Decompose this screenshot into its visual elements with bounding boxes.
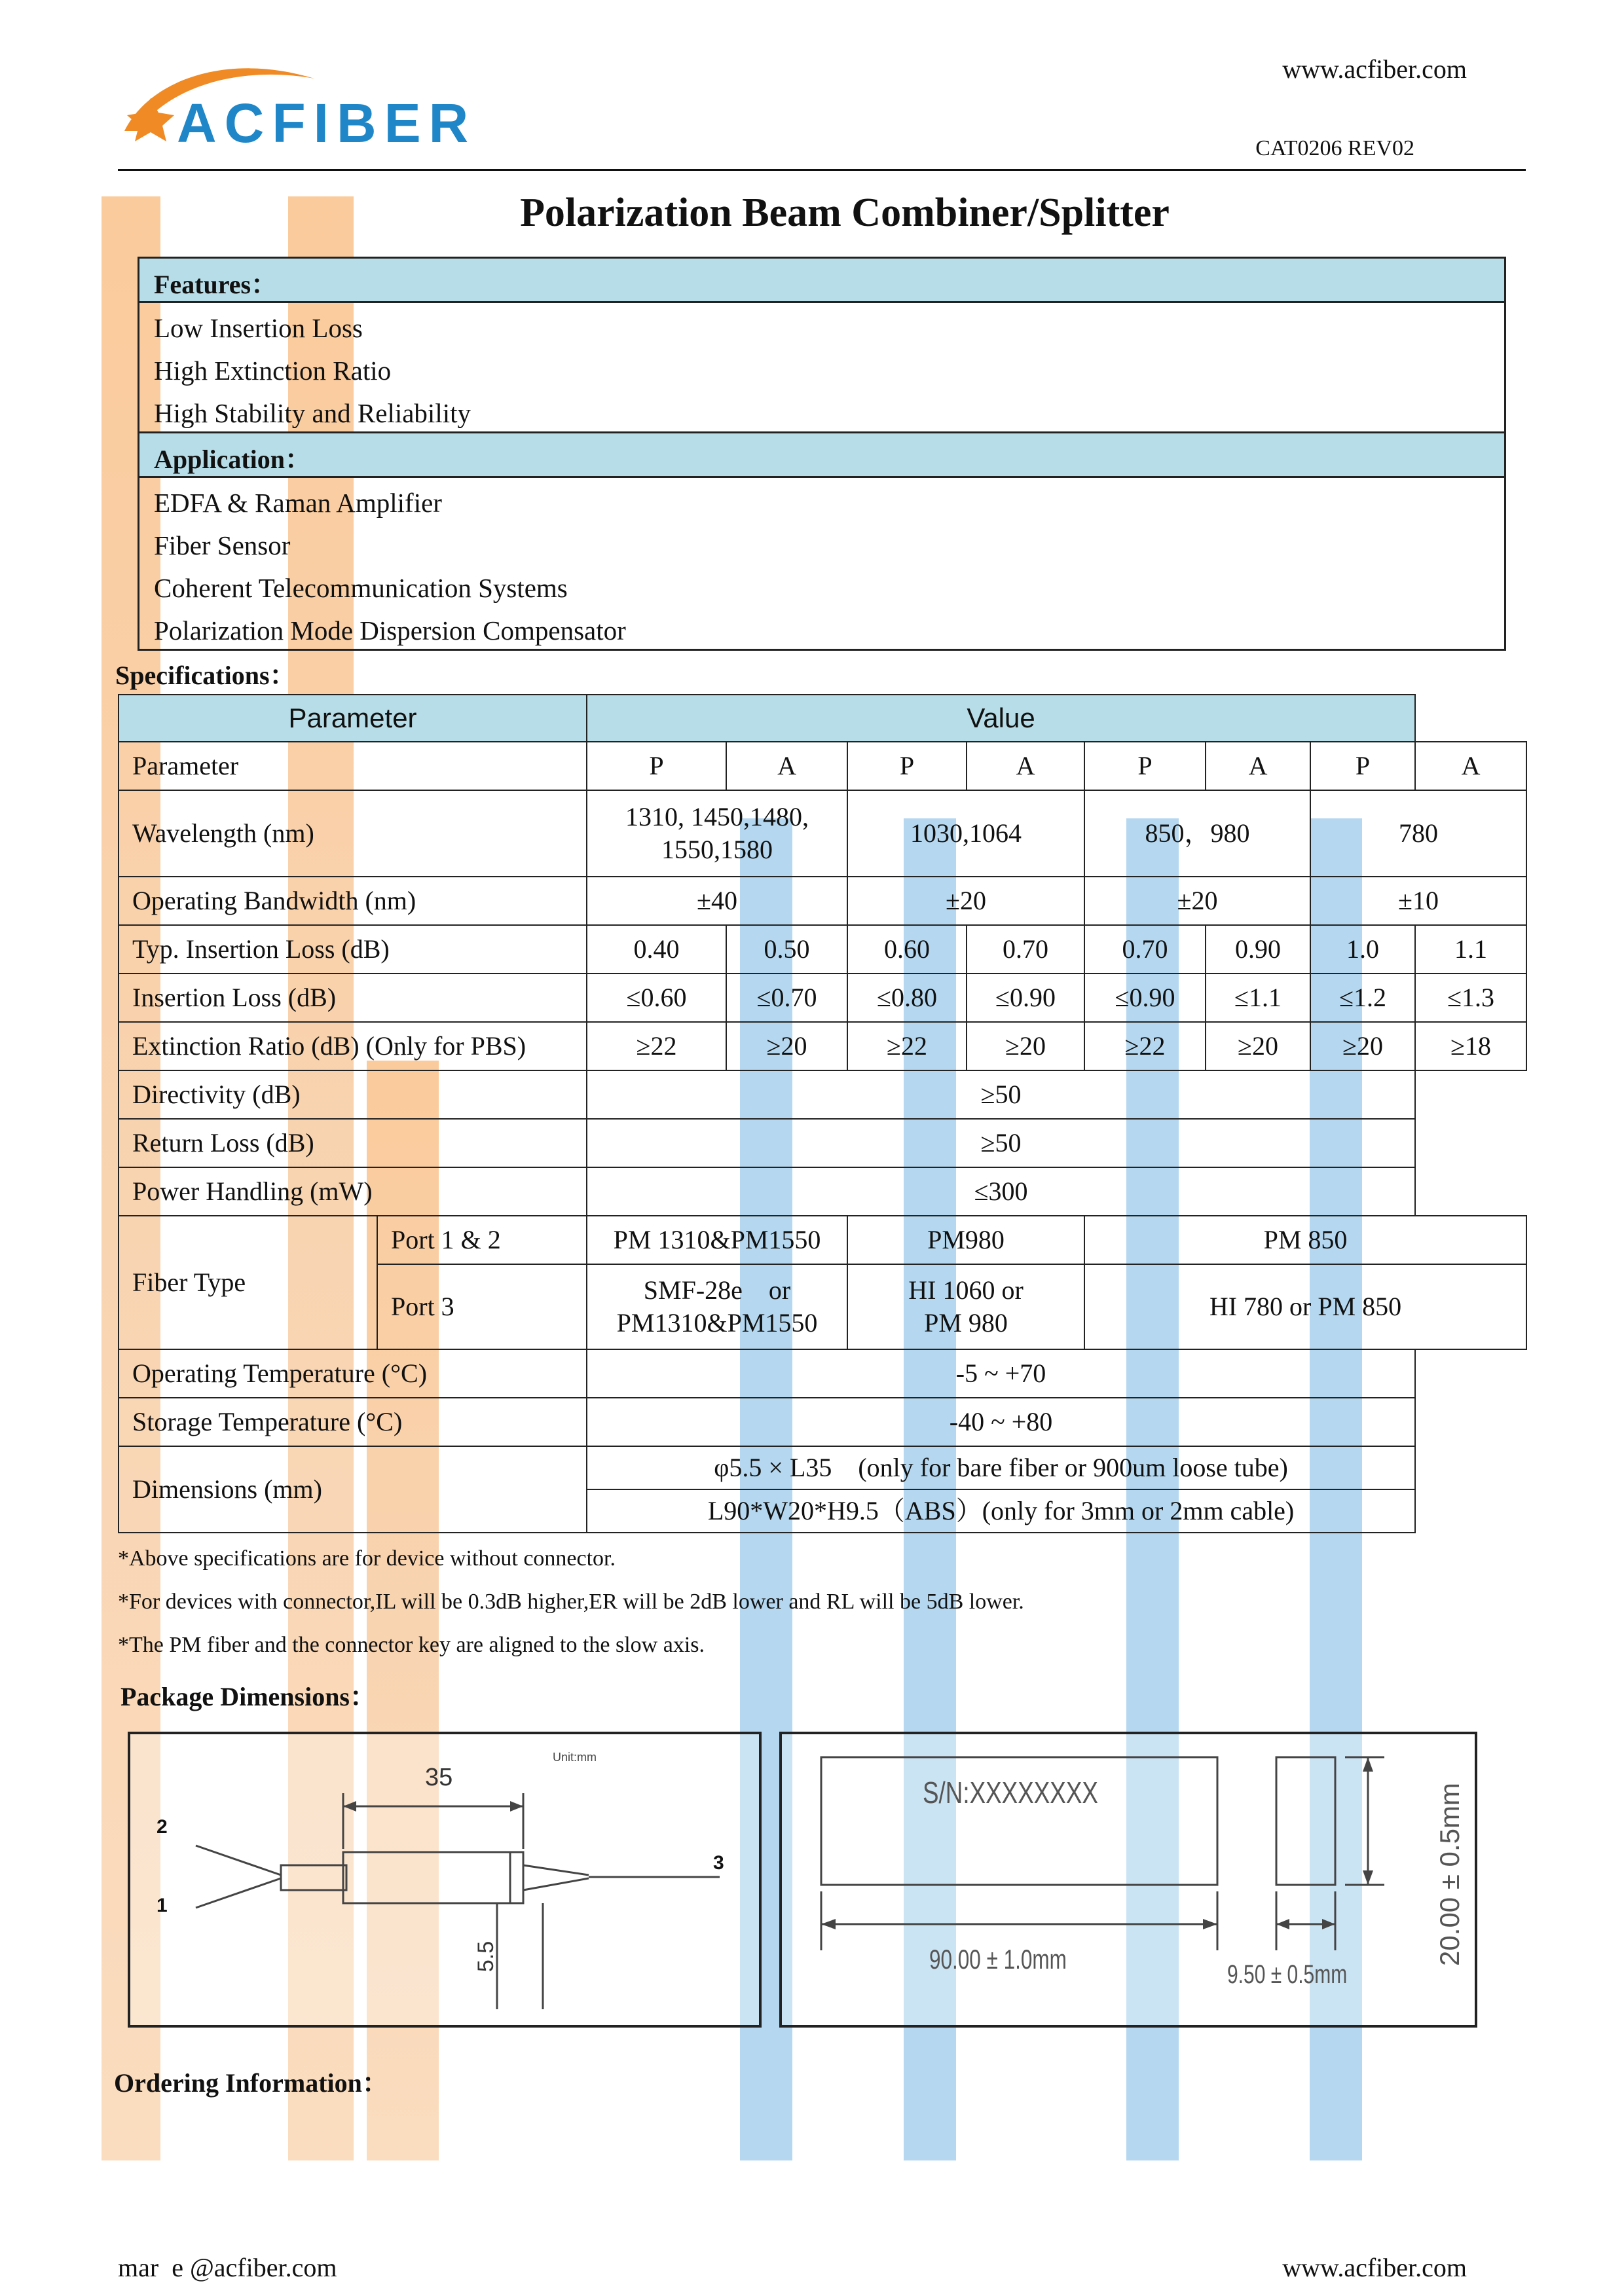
- cell: [587, 790, 847, 877]
- cell: P: [1310, 742, 1415, 790]
- table-row: [119, 1216, 1526, 1264]
- cell: φ5.5 × L35 (only for bare fiber or 900um loose tube): [587, 1446, 1415, 1489]
- cell: A: [1206, 742, 1310, 790]
- cell: ≥20: [967, 1022, 1084, 1070]
- doc-code: CAT0206 REV02: [1255, 136, 1414, 160]
- cell: ±10: [1310, 877, 1526, 925]
- features-box: [138, 257, 1506, 433]
- cell: 0.40: [587, 925, 726, 974]
- note: *The PM fiber and the connector key are aligned to the slow axis.: [118, 1633, 705, 1657]
- port-1-label: 1: [157, 1895, 168, 1916]
- unit-label: Unit:mm: [553, 1751, 597, 1764]
- dim-length-label: 90.00 ± 1.0mm: [929, 1944, 1067, 1975]
- logo-text: ACFIBER: [177, 92, 477, 154]
- cell-line: PM1310&PM1550: [616, 1308, 818, 1338]
- header-url[interactable]: www.acfiber.com: [1282, 54, 1467, 84]
- cell: ≥20: [1310, 1022, 1415, 1070]
- cell: [847, 1264, 1084, 1349]
- cell: ≤0.80: [847, 974, 967, 1022]
- cell: PM980: [847, 1216, 1084, 1264]
- note: *Above specifications are for device without connector.: [118, 1546, 616, 1571]
- application-item: EDFA & Raman Amplifier: [154, 488, 442, 518]
- footer-email[interactable]: mar e @acfiber.com: [118, 2253, 337, 2282]
- cell: [587, 1264, 847, 1349]
- table-row: [119, 1070, 1526, 1119]
- cell: 0.70: [1084, 925, 1206, 974]
- cell: ≥20: [1206, 1022, 1310, 1070]
- application-heading: Application：: [139, 433, 1504, 478]
- package-drawing-right: [779, 1732, 1477, 2028]
- table-row: [119, 1398, 1526, 1446]
- cell: A: [1415, 742, 1526, 790]
- package-drawing-left: [128, 1732, 762, 2028]
- cell-line: SMF-28e or: [643, 1275, 791, 1305]
- cell: ±20: [1084, 877, 1310, 925]
- row-label: Storage Temperature (°C): [119, 1398, 587, 1446]
- cell: 0.60: [847, 925, 967, 974]
- row-label: Extinction Ratio (dB) (Only for PBS): [119, 1022, 587, 1070]
- ordering-heading: Ordering Information：: [114, 2068, 388, 2098]
- table-row: [119, 1167, 1526, 1216]
- feature-item: High Extinction Ratio: [154, 355, 392, 386]
- cell: ≤1.3: [1415, 974, 1526, 1022]
- cell: ≥22: [587, 1022, 726, 1070]
- table-row: [119, 742, 1526, 790]
- cell: 1.0: [1310, 925, 1415, 974]
- table-row: [119, 790, 1526, 877]
- sub-label: Port 1 & 2: [377, 1216, 587, 1264]
- row-label: Fiber Type: [119, 1216, 377, 1349]
- cell: 1.1: [1415, 925, 1526, 974]
- cell: L90*W20*H9.5（ABS）(only for 3mm or 2mm cable): [587, 1489, 1415, 1533]
- table-row: [119, 1446, 1526, 1489]
- dim-length-label: 35: [425, 1764, 453, 1791]
- feature-item: Low Insertion Loss: [154, 313, 363, 343]
- row-label: Dimensions (mm): [119, 1446, 587, 1533]
- row-label: Wavelength (nm): [119, 790, 587, 877]
- row-label: Parameter: [119, 742, 587, 790]
- cell: ≤0.90: [1084, 974, 1206, 1022]
- cell-line: 1310, 1450,1480,: [625, 802, 809, 831]
- cell: -5 ~ +70: [587, 1349, 1415, 1398]
- feature-item: High Stability and Reliability: [154, 398, 471, 428]
- features-list: [139, 303, 1504, 439]
- cell: 0.50: [726, 925, 847, 974]
- cell: ±20: [847, 877, 1084, 925]
- row-label: Insertion Loss (dB): [119, 974, 587, 1022]
- cell: A: [726, 742, 847, 790]
- application-item: Coherent Telecommunication Systems: [154, 573, 568, 603]
- table-row: [119, 974, 1526, 1022]
- cell: ±40: [587, 877, 847, 925]
- cell: ≥18: [1415, 1022, 1526, 1070]
- cell: A: [967, 742, 1084, 790]
- cell: ≥22: [1084, 1022, 1206, 1070]
- page-title: Polarization Beam Combiner/Splitter: [520, 191, 1170, 235]
- cell: ≤1.1: [1206, 974, 1310, 1022]
- sub-label: Port 3: [377, 1264, 587, 1349]
- table-row: [119, 877, 1526, 925]
- cell: 780: [1310, 790, 1526, 877]
- cell: P: [1084, 742, 1206, 790]
- header-divider: [118, 169, 1526, 171]
- row-label: Operating Temperature (°C): [119, 1349, 587, 1398]
- dim-height-label: 9.50 ± 0.5mm: [1227, 1960, 1348, 1989]
- table-header-row: [119, 695, 1526, 742]
- serial-number-label: S/N:XXXXXXXX: [923, 1776, 1098, 1810]
- cell: ≤300: [587, 1167, 1415, 1216]
- box-diagram: [782, 1734, 1475, 2025]
- row-label: Return Loss (dB): [119, 1119, 587, 1167]
- package-heading: Package Dimensions：: [120, 1682, 376, 1711]
- cell: ≥50: [587, 1119, 1415, 1167]
- dim-diameter-label: 5.5: [473, 1941, 499, 1973]
- specifications-table: [118, 694, 1527, 1533]
- cell: ≤1.2: [1310, 974, 1415, 1022]
- header-value: Value: [587, 695, 1415, 742]
- cell: P: [587, 742, 726, 790]
- cell: ≥22: [847, 1022, 967, 1070]
- dim-width-label: 20.00 ± 0.5mm: [1434, 1783, 1465, 1966]
- cell-line: 1550,1580: [661, 835, 773, 864]
- cell: 850，980: [1084, 790, 1310, 877]
- cell: ≤0.90: [967, 974, 1084, 1022]
- row-label: Operating Bandwidth (nm): [119, 877, 587, 925]
- table-row: [119, 925, 1526, 974]
- features-heading: Features：: [139, 259, 1504, 303]
- cell: 1030,1064: [847, 790, 1084, 877]
- port-3-label: 3: [713, 1852, 724, 1874]
- cell: 0.70: [967, 925, 1084, 974]
- row-label: Typ. Insertion Loss (dB): [119, 925, 587, 974]
- cell: PM 1310&PM1550: [587, 1216, 847, 1264]
- row-label: Directivity (dB): [119, 1070, 587, 1119]
- cell: ≤0.60: [587, 974, 726, 1022]
- application-list: [139, 478, 1504, 656]
- table-row: [119, 1022, 1526, 1070]
- cell-line: PM 980: [924, 1308, 1008, 1338]
- table-row: [119, 1349, 1526, 1398]
- application-item: Fiber Sensor: [154, 530, 291, 560]
- cell: ≥50: [587, 1070, 1415, 1119]
- cell: PM 850: [1084, 1216, 1526, 1264]
- application-box: [138, 431, 1506, 651]
- cell: P: [847, 742, 967, 790]
- row-label: Power Handling (mW): [119, 1167, 587, 1216]
- cell: -40 ~ +80: [587, 1398, 1415, 1446]
- note: *For devices with connector,IL will be 0.3dB higher,ER will be 2dB lower and RL will be 5dB lower.: [118, 1590, 1024, 1614]
- port-2-label: 2: [157, 1816, 168, 1838]
- specifications-heading: Specifications：: [115, 661, 296, 690]
- table-row: [119, 1119, 1526, 1167]
- cell: ≤0.70: [726, 974, 847, 1022]
- cell: 0.90: [1206, 925, 1310, 974]
- header-parameter: Parameter: [119, 695, 587, 742]
- cell-line: HI 1060 or: [908, 1275, 1024, 1305]
- application-item: Polarization Mode Dispersion Compensator: [154, 615, 626, 646]
- cell: ≥20: [726, 1022, 847, 1070]
- cell: HI 780 or PM 850: [1084, 1264, 1526, 1349]
- footer-url[interactable]: www.acfiber.com: [1282, 2253, 1467, 2282]
